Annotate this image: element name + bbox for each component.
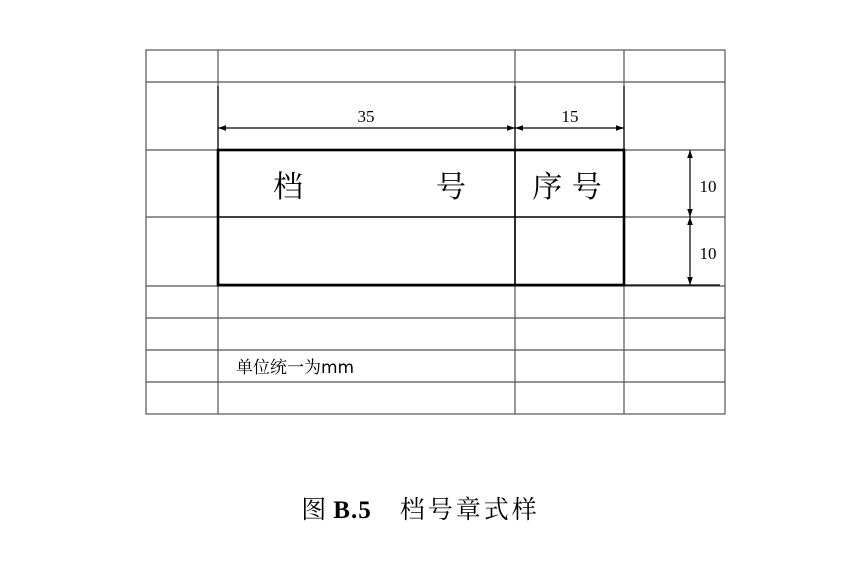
unit-note: 单位统一为mm [236,358,355,378]
background-grid [146,50,725,414]
stamp-label-dang: 档 [273,170,303,205]
dimension-label-35: 35 [357,107,375,126]
figure-label: 图 [301,495,328,524]
dimension-label-15: 15 [561,107,579,126]
grid-border [146,50,725,414]
dimension-label-10-bottom: 10 [699,244,717,263]
stamp-label-hao: 号 [436,170,466,205]
stamp-label-xuhao: 序 号 [532,170,602,205]
figure-title: 档号章式样 [399,495,540,524]
dimension-label-10-top: 10 [699,177,717,196]
figure-caption [0,490,841,526]
figure-number: B.5 [333,497,372,524]
